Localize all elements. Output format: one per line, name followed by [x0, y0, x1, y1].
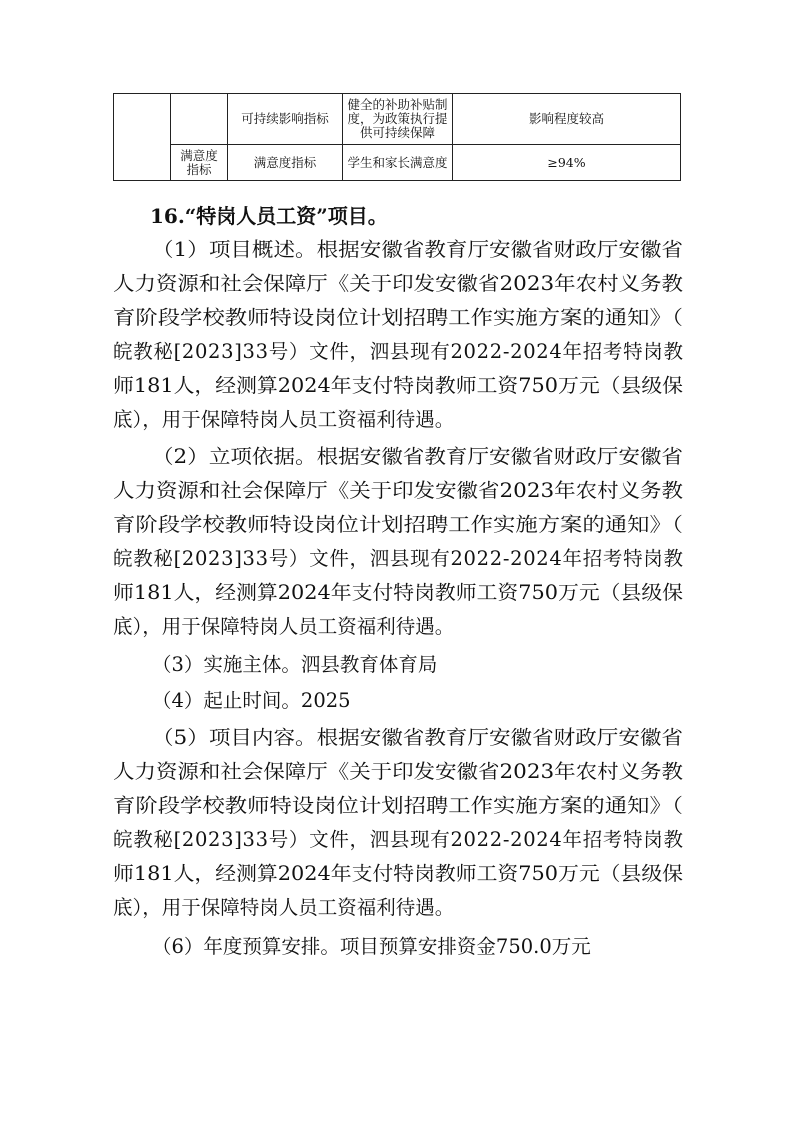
- table-row: [114, 145, 681, 181]
- paragraph-line: （2）立项依据。根据安徽省教育厅安徽省财政厅安徽省: [152, 445, 683, 468]
- table-cell: 满意度指标: [228, 145, 343, 181]
- paragraph-line: 皖教秘[2023]33号）文件，泗县现有2022-2024年招考特岗教: [113, 547, 684, 570]
- paragraph-line: 皖教秘[2023]33号）文件，泗县现有2022-2024年招考特岗教: [113, 340, 684, 363]
- paragraph-line: （6）年度预算安排。项目预算安排资金750.0万元: [152, 935, 591, 958]
- table-cell: [114, 94, 171, 181]
- table-cell: 影响程度较高: [453, 94, 681, 145]
- section-heading: 16.“特岗人员工资”项目。: [150, 204, 388, 228]
- performance-indicator-table: [113, 93, 681, 181]
- table-cell: 可持续影响指标: [228, 94, 343, 145]
- paragraph-line: 师181人，经测算2024年支付特岗教师工资750万元（县级保: [113, 581, 683, 604]
- paragraph-line: 人力资源和社会保障厅《关于印发安徽省2023年农村义务教: [113, 272, 683, 295]
- paragraph-line: （1）项目概述。根据安徽省教育厅安徽省财政厅安徽省: [152, 238, 683, 261]
- table-cell: ≥94%: [453, 145, 681, 181]
- paragraph-line: 底），用于保障特岗人员工资福利待遇。: [113, 896, 455, 919]
- paragraph-line: 人力资源和社会保障厅《关于印发安徽省2023年农村义务教: [113, 760, 683, 783]
- paragraph-line: 人力资源和社会保障厅《关于印发安徽省2023年农村义务教: [113, 479, 683, 502]
- paragraph-line: 育阶段学校教师特设岗位计划招聘工作实施方案的通知》（: [113, 794, 683, 817]
- table-row: [114, 94, 681, 145]
- table-cell: 健全的补助补贴制度，为政策执行提供可持续保障: [343, 94, 453, 145]
- table-cell: 学生和家长满意度: [343, 145, 453, 181]
- paragraph-line: 师181人，经测算2024年支付特岗教师工资750万元（县级保: [113, 374, 683, 397]
- table-cell: [171, 94, 228, 145]
- paragraph-line: 育阶段学校教师特设岗位计划招聘工作实施方案的通知》（: [113, 513, 683, 536]
- paragraph-line: 底），用于保障特岗人员工资福利待遇。: [113, 615, 455, 638]
- paragraph-line: 底），用于保障特岗人员工资福利待遇。: [113, 408, 455, 431]
- paragraph-line: （4）起止时间。2025: [152, 689, 351, 712]
- paragraph-line: （5）项目内容。根据安徽省教育厅安徽省财政厅安徽省: [152, 726, 683, 749]
- paragraph-line: 育阶段学校教师特设岗位计划招聘工作实施方案的通知》（: [113, 306, 683, 329]
- paragraph-line: （3）实施主体。泗县教育体育局: [152, 653, 438, 676]
- paragraph-line: 师181人，经测算2024年支付特岗教师工资750万元（县级保: [113, 862, 683, 885]
- table-cell: 满意度指标: [171, 145, 228, 181]
- paragraph-line: 皖教秘[2023]33号）文件，泗县现有2022-2024年招考特岗教: [113, 828, 684, 851]
